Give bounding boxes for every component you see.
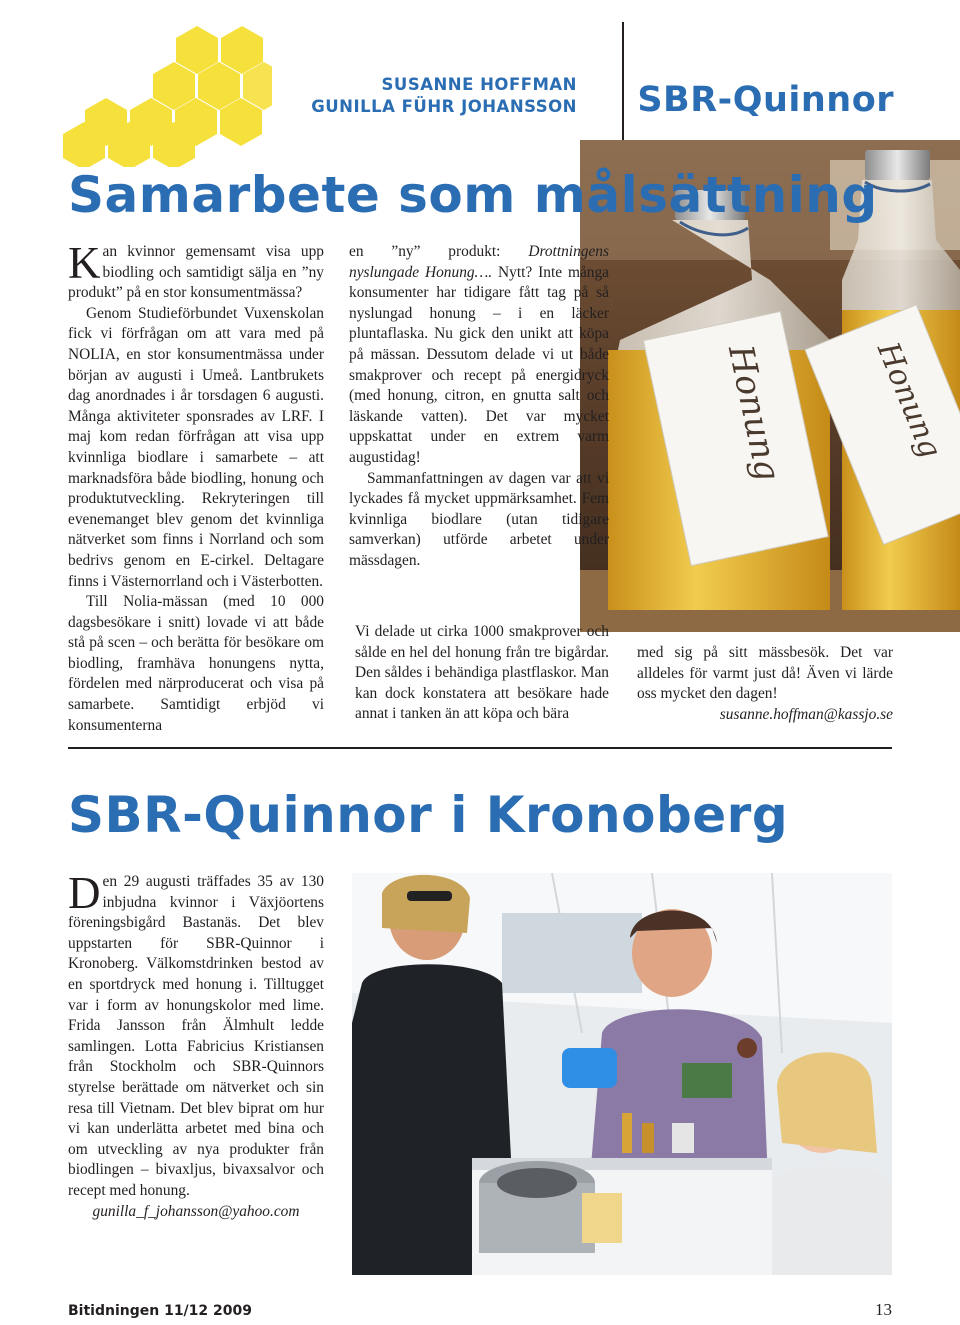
paragraph-text: Nytt? Inte många konsumenter har tidigare fått tag på så nyslungad honung – i en läcker pluntaflaska. Nu gick den unikt att köpa på mässan. Dessutom delade vi ut både smakprover och recept på energidryck (med honung, citron, en gnutta salt och läskande vatten). Det var mycket uppskattat under en extrem varm augustidag! xyxy=(349,263,609,466)
article-column xyxy=(68,868,324,1222)
author-byline xyxy=(311,74,577,118)
paragraph: Vi delade ut cirka 1000 smakprover och sålde en hel del honung från tre bigårdar. Den såldes i behändiga plastflaskor. Man kan dock konstatera att besökare hade annat i tanken än att köpa och bära xyxy=(355,623,609,723)
honeycomb-logo-icon xyxy=(62,22,272,167)
author-email: susanne.hoffman@kassjo.se xyxy=(719,705,893,723)
section-title: SBR-Quinnor xyxy=(637,80,894,120)
article-headline: SBR-Quinnor i Kronoberg xyxy=(68,786,789,844)
article-divider xyxy=(68,747,892,749)
article-headline: Samarbete som målsättning xyxy=(68,166,878,224)
author-email: gunilla_f_johansson@yahoo.com xyxy=(92,1202,300,1220)
paragraph: Sammanfattningen av dagen var att vi lyckades få mycket uppmärksamhet. Fem kvinnliga biodlare (utan tidigare samverkan) utförde arbetet under mässdagen. xyxy=(349,469,609,569)
drop-cap: D xyxy=(68,868,101,918)
article-column-2 xyxy=(349,242,609,572)
paragraph: an kvinnor gemensamt visa upp biodling och samtidigt sälja en ”ny produkt” på en stor konsumentmässa? xyxy=(68,243,324,302)
paragraph: med sig på sitt mässbesök. Det var alldeles för varmt just då! Även vi lärde oss mycket den dagen! xyxy=(637,644,893,703)
paragraph: Genom Studieförbundet Vuxenskolan fick vi förfrågan om att vara med på NOLIA, en stor konsumentmässa under början av augusti i Umeå. Lantbrukets dag anordnades i år torsdagen 6 augusti. Många aktiviteter sponsrades av LRF. I maj kom redan förfrågan att visa upp kvinnliga biodlare i samarbete – att marknadsföra både biodling, honung och produktutveckling. Rekryteringen till evenemanget blev genom det kvinnliga nätverket som finns i Norrland och som bedrivs genom en E-cirkel. Deltagare finns i Västernorrland och i Västerbotten. xyxy=(68,304,324,590)
tag-label: Honung xyxy=(870,337,948,464)
tag-label: Honung xyxy=(719,341,788,485)
paragraph: Till Nolia-mässan (med 10 000 dagsbesökare i snitt) lovade vi att både stå på scen – och berätta för besökare om biodling, framhäva honungens nytta, fördelen med närproducerat och visa på samarbete. Samtidigt erbjöd vi konsumenterna xyxy=(68,593,324,734)
page-number: 13 xyxy=(875,1300,892,1319)
paragraph-text: en ”ny” produkt: xyxy=(349,243,529,260)
women-meeting-photo xyxy=(352,873,892,1275)
publication-name: Bitidningen 11/12 2009 xyxy=(68,1303,252,1319)
author-name: SUSANNE HOFFMAN xyxy=(381,75,577,94)
article-column-2-bottom xyxy=(355,622,609,725)
product-name: Drottningens nyslungade Honung…. xyxy=(349,243,609,281)
article-column-1 xyxy=(68,238,324,736)
drop-cap: K xyxy=(68,238,101,288)
author-name: GUNILLA FÜHR JOHANSSON xyxy=(311,97,577,116)
article-column-3 xyxy=(637,643,893,725)
paragraph: en 29 augusti träffades 35 av 130 inbjudna kvinnor i Växjöortens föreningsbigård Bastanäs. Det blev uppstarten för SBR-Quinnor i Kronoberg. Välkomstdrinken bestod av en sportdryck med honung i. Tilltugget var i form av honungskolor med lime. Frida Jansson från Älmhult ledde samlingen. Lotta Fabricius Kristiansen från Stockholm och SBR-Quinnors styrelse berättade om nätverket och sin resa till Vietnam. Det blev biprat om hur vi kan underlätta arbetet med bina och om utveckling av nya produkter från biodlingen – bivaxljus, bivaxsalvor och recept med honung. xyxy=(68,873,324,1199)
